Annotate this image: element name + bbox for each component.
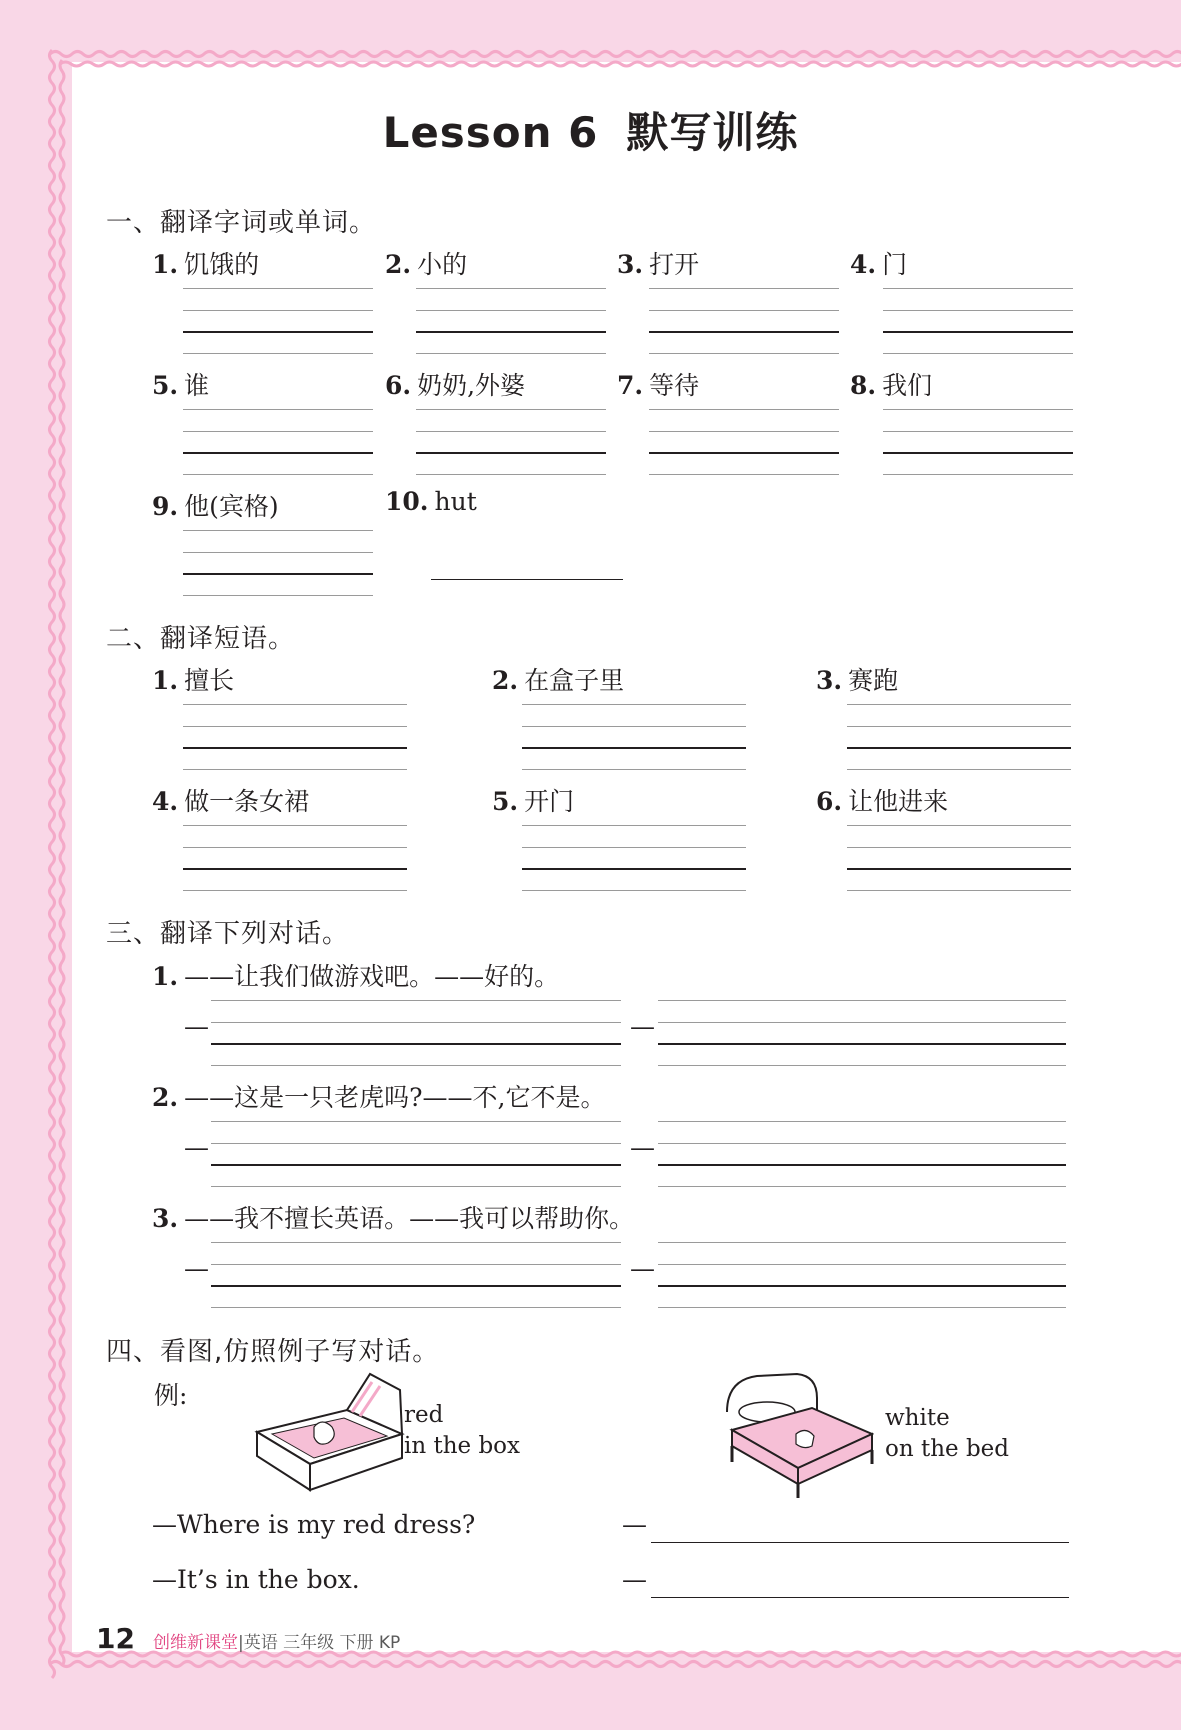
s2-item-2: 2. 在盒子里 (492, 666, 625, 695)
answer-line[interactable] (431, 579, 623, 580)
dash: — (184, 1012, 209, 1041)
answer-lines[interactable] (416, 288, 606, 354)
answer-lines[interactable] (883, 288, 1073, 354)
s1-item-6: 6. 奶奶,外婆 (385, 371, 526, 400)
answer-lines[interactable] (847, 704, 1071, 770)
s1-item-4: 4. 门 (850, 250, 908, 279)
dash: — (630, 1133, 655, 1162)
s2-item-5: 5. 开门 (492, 787, 575, 816)
example-label: 例: (154, 1381, 188, 1410)
section4-heading: 四、看图,仿照例子写对话。 (106, 1337, 440, 1367)
answer-lines[interactable] (649, 409, 839, 475)
dash: — (630, 1012, 655, 1041)
s2-item-6: 6. 让他进来 (816, 787, 949, 816)
footer (96, 1622, 400, 1655)
s1-item-8: 8. 我们 (850, 371, 933, 400)
bed-illustration (722, 1372, 874, 1502)
answer-lines[interactable] (183, 704, 407, 770)
s2-item-1: 1. 擅长 (152, 666, 235, 695)
lesson-number: Lesson 6 (382, 108, 599, 157)
answer-lines[interactable] (649, 288, 839, 354)
s2-item-3: 3. 赛跑 (816, 666, 899, 695)
section2-heading: 二、翻译短语。 (106, 624, 296, 654)
answer-line[interactable] (651, 1597, 1069, 1598)
s1-item-3: 3. 打开 (617, 250, 700, 279)
pic1-color: red (404, 1402, 444, 1428)
dash: — (630, 1254, 655, 1283)
answer-lines[interactable] (522, 704, 746, 770)
answer-lines[interactable] (211, 1000, 621, 1066)
page-title (0, 100, 1181, 160)
answer-lines[interactable] (183, 409, 373, 475)
dash: — (184, 1133, 209, 1162)
s3-item-1: 1. ——让我们做游戏吧。——好的。 (152, 962, 560, 991)
answer-lines[interactable] (522, 825, 746, 891)
answer-lines[interactable] (658, 1242, 1066, 1308)
dash: — (622, 1565, 647, 1594)
s3-item-2: 2. ——这是一只老虎吗?——不,它不是。 (152, 1083, 606, 1112)
section1-heading: 一、翻译字词或单词。 (106, 208, 377, 238)
s1-item-1: 1. 饥饿的 (152, 250, 260, 279)
answer-lines[interactable] (658, 1000, 1066, 1066)
answer-lines[interactable] (183, 530, 373, 596)
s1-item-9: 9. 他(宾格) (152, 492, 279, 521)
dash: — (184, 1254, 209, 1283)
s1-item-7: 7. 等待 (617, 371, 700, 400)
section3-heading: 三、翻译下列对话。 (106, 919, 350, 949)
answer-line[interactable] (651, 1542, 1069, 1543)
brand-name: 创维新课堂 (152, 1633, 238, 1653)
lesson-name: 默写训练 (626, 108, 799, 157)
answer-lines[interactable] (183, 825, 407, 891)
box-illustration (252, 1372, 407, 1494)
pic2-place: on the bed (885, 1436, 1010, 1462)
answer-lines[interactable] (658, 1121, 1066, 1187)
answer-lines[interactable] (416, 409, 606, 475)
answer-lines[interactable] (211, 1121, 621, 1187)
answer-lines[interactable] (847, 825, 1071, 891)
pic1-place: in the box (404, 1433, 520, 1459)
answer-lines[interactable] (211, 1242, 621, 1308)
example-question: —Where is my red dress? (152, 1510, 476, 1539)
s1-item-10: 10. hut (385, 487, 477, 516)
s1-item-2: 2. 小的 (385, 250, 468, 279)
answer-lines[interactable] (183, 288, 373, 354)
pic2-color: white (885, 1405, 950, 1431)
s3-item-3: 3. ——我不擅长英语。——我可以帮助你。 (152, 1204, 635, 1233)
s1-item-5: 5. 谁 (152, 371, 210, 400)
example-answer: —It’s in the box. (152, 1565, 360, 1594)
s2-item-4: 4. 做一条女裙 (152, 787, 310, 816)
book-info: |英语 三年级 下册 KP (237, 1633, 401, 1653)
page-number: 12 (96, 1622, 135, 1655)
dash: — (622, 1510, 647, 1539)
answer-lines[interactable] (883, 409, 1073, 475)
